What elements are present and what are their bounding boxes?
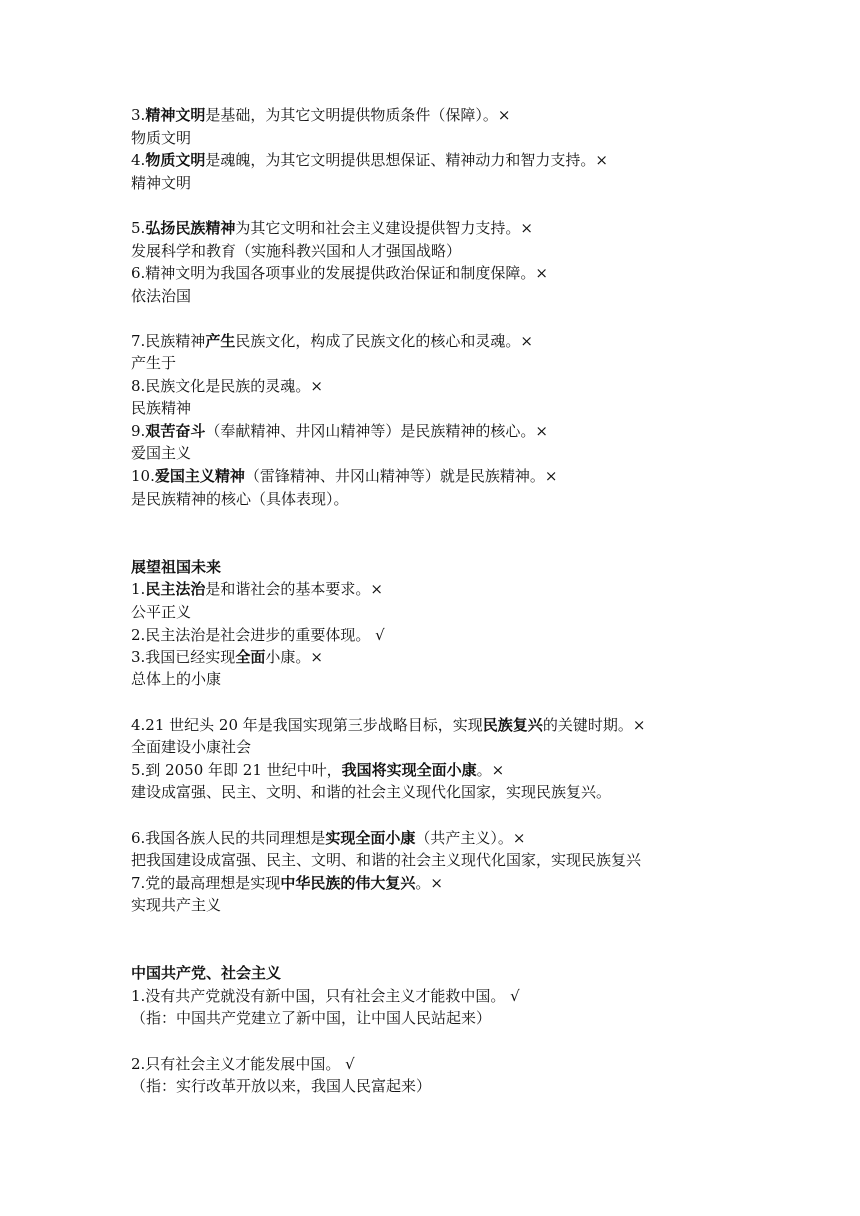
text-segment: 产生于 xyxy=(131,354,177,372)
text-line xyxy=(131,578,383,600)
text-segment: 依法治国 xyxy=(131,287,192,305)
text-line xyxy=(131,442,191,464)
text-segment: 实现共产主义 xyxy=(131,896,222,914)
bold-text: 民主法治 xyxy=(145,580,206,598)
text-segment: 把我国建设成富强、民主、文明、和谐的社会主义现代化国家，实现民族复兴 xyxy=(131,851,642,869)
text-line xyxy=(131,624,385,646)
text-line xyxy=(131,488,349,510)
text-line xyxy=(131,781,611,803)
bold-text: 产生 xyxy=(205,332,236,350)
text-line xyxy=(131,872,443,894)
text-line xyxy=(131,894,221,916)
text-line xyxy=(131,104,510,126)
text-segment: 6.我国各族人民的共同理想是 xyxy=(131,829,326,847)
text-line xyxy=(131,736,251,758)
text-segment: 发展科学和教育（实施科教兴国和人才强国战略） xyxy=(131,242,462,260)
text-line xyxy=(131,849,641,871)
bold-text: 中国共产党、社会主义 xyxy=(131,964,282,982)
text-line xyxy=(131,1053,355,1075)
text-line xyxy=(131,375,323,397)
text-segment: （雷锋精神、井冈山精神等）就是民族精神。× xyxy=(244,467,558,485)
text-line xyxy=(131,285,191,307)
text-segment: 公平正义 xyxy=(131,603,192,621)
text-segment: 8.民族文化是民族的灵魂。× xyxy=(131,377,323,395)
text-line xyxy=(131,149,608,171)
text-segment: 是和谐社会的基本要求。× xyxy=(205,580,383,598)
text-segment: 2.只有社会主义才能发展中国。 √ xyxy=(131,1055,355,1073)
text-line xyxy=(131,240,461,262)
bold-text: 艰苦奋斗 xyxy=(145,422,206,440)
text-line xyxy=(131,1007,491,1029)
bold-text: 民族复兴 xyxy=(482,716,543,734)
section-heading-party-socialism xyxy=(131,962,281,984)
text-line xyxy=(131,397,191,419)
text-segment: 的关键时期。× xyxy=(542,716,646,734)
text-segment: 为其它文明和社会主义建设提供智力支持。× xyxy=(235,219,533,237)
bold-text: 全面 xyxy=(235,648,266,666)
text-segment: 1.没有共产党就没有新中国，只有社会主义才能救中国。 √ xyxy=(131,987,520,1005)
text-line xyxy=(131,668,221,690)
text-segment: 1. xyxy=(131,580,146,598)
text-line xyxy=(131,127,191,149)
text-segment: 民族文化，构成了民族文化的核心和灵魂。× xyxy=(235,332,533,350)
text-segment: 2.民主法治是社会进步的重要体现。 √ xyxy=(131,626,385,644)
text-segment: 7.党的最高理想是实现 xyxy=(131,874,281,892)
text-line xyxy=(131,1075,431,1097)
text-line xyxy=(131,714,645,736)
text-segment: 是基础，为其它文明提供物质条件（保障）。× xyxy=(205,106,511,124)
text-segment: 7.民族精神 xyxy=(131,332,206,350)
bold-text: 我国将实现全面小康 xyxy=(341,761,477,779)
text-segment: 建设成富强、民主、文明、和谐的社会主义现代化国家，实现民族复兴。 xyxy=(131,783,612,801)
text-segment: 总体上的小康 xyxy=(131,670,222,688)
text-line xyxy=(131,217,533,239)
text-line xyxy=(131,330,533,352)
text-segment: （指：中国共产党建立了新中国，让中国人民站起来） xyxy=(131,1009,492,1027)
bold-text: 弘扬民族精神 xyxy=(145,219,236,237)
text-segment: 3. xyxy=(131,106,146,124)
text-segment: 10. xyxy=(131,467,155,485)
text-line xyxy=(131,759,504,781)
text-segment: 3.我国已经实现 xyxy=(131,648,236,666)
bold-text: 实现全面小康 xyxy=(325,829,416,847)
text-segment: 5. xyxy=(131,219,146,237)
text-segment: （共产主义）。× xyxy=(415,829,526,847)
text-segment: 6.精神文明为我国各项事业的发展提供政治保证和制度保障。× xyxy=(131,264,548,282)
text-segment: 4.21 世纪头 20 年是我国实现第三步战略目标，实现 xyxy=(131,716,483,734)
text-segment: （奉献精神、井冈山精神等）是民族精神的核心。× xyxy=(205,422,548,440)
bold-text: 中华民族的伟大复兴 xyxy=(280,874,416,892)
bold-text: 精神文明 xyxy=(145,106,206,124)
text-segment: （指：实行改革开放以来，我国人民富起来） xyxy=(131,1077,432,1095)
text-line xyxy=(131,601,191,623)
text-line xyxy=(131,172,191,194)
bold-text: 展望祖国未来 xyxy=(131,558,222,576)
text-segment: 是魂魄，为其它文明提供思想保证、精神动力和智力支持。× xyxy=(205,151,608,169)
text-segment: 9. xyxy=(131,422,146,440)
text-line xyxy=(131,465,557,487)
section-heading-future xyxy=(131,556,221,578)
text-segment: 是民族精神的核心（具体表现）。 xyxy=(131,490,349,508)
text-segment: 全面建设小康社会 xyxy=(131,738,252,756)
text-segment: 物质文明 xyxy=(131,129,192,147)
text-line xyxy=(131,420,548,442)
text-segment: 民族精神 xyxy=(131,399,192,417)
text-segment: 。× xyxy=(415,874,443,892)
text-line xyxy=(131,827,525,849)
text-segment: 爱国主义 xyxy=(131,444,192,462)
text-line xyxy=(131,646,323,668)
text-line xyxy=(131,985,520,1007)
text-line xyxy=(131,262,548,284)
text-segment: 精神文明 xyxy=(131,174,192,192)
text-segment: 小康。× xyxy=(265,648,323,666)
bold-text: 爱国主义精神 xyxy=(154,467,245,485)
text-segment: 。× xyxy=(476,761,505,779)
text-line xyxy=(131,352,176,374)
bold-text: 物质文明 xyxy=(145,151,206,169)
text-segment: 4. xyxy=(131,151,146,169)
text-segment: 5.到 2050 年即 21 世纪中叶， xyxy=(131,761,342,779)
